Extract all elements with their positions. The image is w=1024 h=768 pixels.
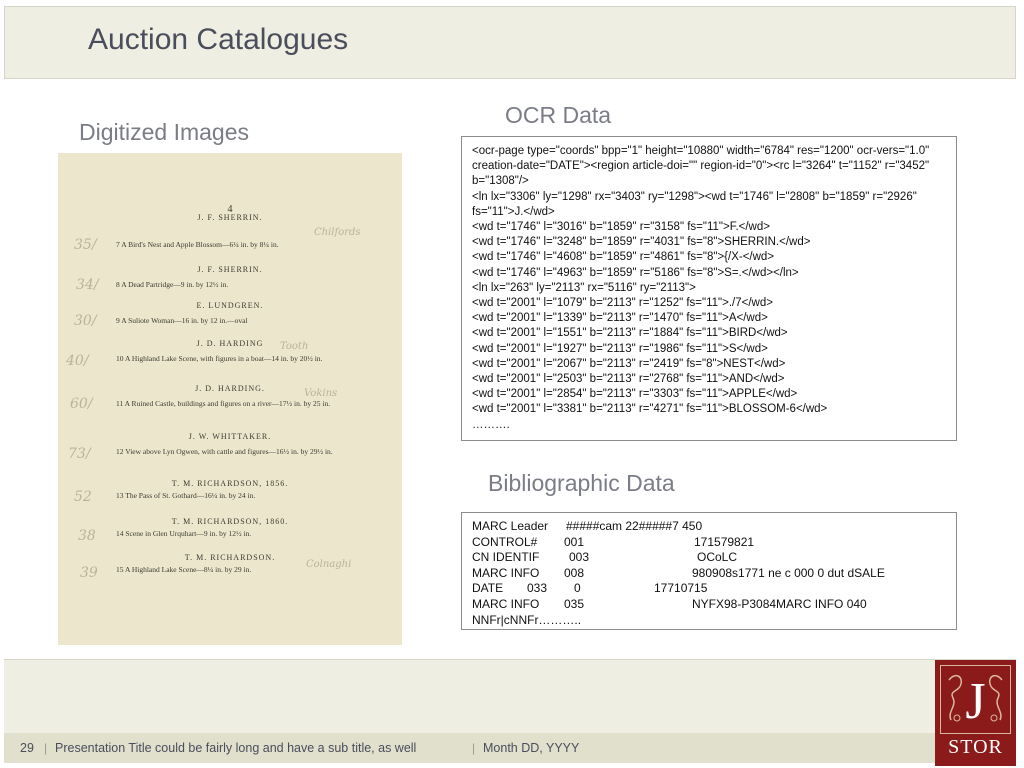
- handwritten-price: 73/: [68, 446, 91, 462]
- ocr-line: <wd t="2001" l="2503" b="2113" r="2768" fs="11">AND</wd>: [472, 373, 785, 386]
- lot-artist: J. F. SHERRIN.: [197, 213, 263, 222]
- ocr-line: <ocr-page type="coords" bpp="1" height="10880" width="6784" res="1200" ocr-vers="1.0" creation-date="DATE"><region article-doi="" region-id="0"><rc l="3264" t="1152" r="3452" b="1308"/>: [472, 145, 930, 188]
- handwritten-price: 60/: [70, 396, 93, 412]
- bib-field-code: 033: [527, 581, 548, 596]
- handwritten-buyer: Tooth: [280, 341, 309, 352]
- ocr-line: <wd t="1746" l="3016" b="1859" r="3158" fs="11">F.</wd>: [472, 221, 770, 234]
- lot-artist: T. M. RICHARDSON, 1860.: [171, 517, 289, 526]
- ocr-line: <wd t="2001" l="2067" b="2113" r="2419" fs="8">NEST</wd>: [472, 357, 786, 370]
- bib-field-value: 17710715: [654, 581, 708, 596]
- bibliographic-data-label: Bibliographic Data: [488, 470, 675, 496]
- handwritten-buyer: Vokins: [304, 388, 338, 399]
- handwritten-price: 34/: [76, 277, 99, 293]
- lot-artist: E. LUNDGREN.: [196, 301, 264, 310]
- bib-field-code: 035: [564, 596, 585, 611]
- handwritten-buyer: Chilfords: [314, 227, 361, 238]
- lot-artist: T. M. RICHARDSON, 1856.: [171, 479, 289, 488]
- slide-title: Auction Catalogues: [88, 23, 349, 56]
- footer-page-number: 29: [20, 741, 34, 755]
- ocr-line: <ln lx="3306" ly="1298" rx="3403" ry="1298"><wd t="1746" l="2808" b="1859" r="2926" fs="11">J.</wd>: [472, 190, 917, 218]
- logo-j-mark: J: [965, 673, 986, 730]
- bib-field-code: 001: [564, 534, 585, 549]
- lot-artist: J. W. WHITTAKER.: [188, 432, 272, 441]
- ocr-line: <wd t="2001" l="3381" b="2113" r="4271" fs="11">BLOSSOM-6</wd>: [472, 403, 828, 416]
- handwritten-price: 40/: [66, 353, 89, 369]
- ocr-data-box: [461, 136, 957, 441]
- jstor-logo: [935, 660, 1016, 766]
- bib-row: [472, 550, 948, 566]
- handwritten-price: 35/: [74, 237, 97, 253]
- bib-field-label: MARC Leader: [472, 519, 549, 533]
- lot-description: 11 A Ruined Castle, buildings and figures on a river—17½ in. by 25 in.: [116, 399, 331, 408]
- bib-field-code: 008: [564, 565, 585, 580]
- bib-field-label: NNFr|cNNFr………..: [472, 612, 582, 627]
- footer-panel: [4, 659, 1016, 733]
- lot-artist: J. F. SHERRIN.: [197, 265, 263, 274]
- bib-field-label: DATE: [472, 581, 504, 596]
- lot-description: 10 A Highland Lake Scene, with figures in a boat—14 in. by 20½ in.: [116, 354, 323, 363]
- footer-date: Month DD, YYYY: [483, 741, 580, 755]
- handwritten-buyer: Colnaghi: [306, 559, 352, 570]
- bib-row: [472, 581, 948, 597]
- bib-row: [472, 613, 948, 629]
- ocr-line: <wd t="1746" l="4963" b="1859" r="5186" fs="8">S=.</wd></ln>: [472, 266, 799, 279]
- ocr-line: <wd t="2001" l="1927" b="2113" r="1986" fs="11">S</wd>: [472, 342, 768, 355]
- lot-description: 9 A Suliote Woman—16 in. by 12 in.—oval: [116, 316, 248, 325]
- lot-description: 13 The Pass of St. Gothard—16¼ in. by 24 in.: [116, 491, 256, 500]
- logo-text: STOR: [948, 736, 1003, 758]
- lot-description: 15 A Highland Lake Scene—8¼ in. by 29 in.: [116, 565, 252, 574]
- bib-field-value: 980908s1771 ne c 000 0 dut dSALE: [692, 565, 885, 580]
- handwritten-price: 39: [80, 565, 98, 581]
- bibliographic-data-box: [461, 512, 957, 630]
- ocr-line: <ln lx="263" ly="2113" rx="5116" ry="2113">: [472, 281, 696, 294]
- bib-row: [472, 535, 948, 551]
- lot-description: 12 View above Lyn Ogwen, with cattle and figures—16½ in. by 29½ in.: [116, 447, 333, 456]
- footer-presentation-title: Presentation Title could be fairly long and have a sub title, as well: [55, 741, 417, 755]
- bib-field-label: CN IDENTIF: [472, 550, 540, 565]
- ocr-line: <wd t="2001" l="1079" b="2113" r="1252" fs="11">./7</wd>: [472, 297, 773, 310]
- bib-row: [472, 519, 948, 535]
- ocr-line: <wd t="1746" l="4608" b="1859" r="4861" fs="8">{/X-</wd>: [472, 251, 775, 264]
- bib-field-value: OCoLC: [697, 550, 738, 565]
- bib-field-code: 003: [569, 550, 590, 565]
- ocr-line: <wd t="1746" l="3248" b="1859" r="4031" fs="8">SHERRIN.</wd>: [472, 236, 811, 249]
- lot-artist: J. D. HARDING: [196, 339, 264, 348]
- handwritten-price: 52: [74, 489, 92, 505]
- bib-field-value: 171579821: [694, 534, 755, 549]
- bib-row: [472, 597, 948, 613]
- lot-description: 8 A Dead Partridge—9 in. by 12½ in.: [116, 280, 229, 289]
- logo-ornament: [940, 665, 1011, 734]
- digitized-images-label: Digitized Images: [79, 119, 250, 145]
- bib-field-label: MARC INFO: [472, 596, 540, 611]
- footer-separator: |: [472, 741, 476, 755]
- lot-artist: T. M. RICHARDSON.: [184, 553, 276, 562]
- scan-page-number: 4: [227, 204, 233, 215]
- bib-field-value: NYFX98-P3084MARC INFO 040: [692, 596, 867, 611]
- bib-field-label: CONTROL#: [472, 534, 538, 549]
- bib-field-label: MARC INFO: [472, 565, 540, 580]
- ocr-line: <wd t="2001" l="1551" b="2113" r="1884" fs="11">BIRD</wd>: [472, 327, 788, 340]
- lot-artist: J. D. HARDING.: [195, 384, 265, 393]
- bib-field-code: 0: [574, 581, 581, 596]
- bib-row: [472, 566, 948, 582]
- scanned-catalogue-page: [58, 153, 402, 645]
- footer-separator: |: [44, 741, 48, 755]
- ocr-data-label: OCR Data: [505, 102, 612, 128]
- handwritten-price: 38: [78, 528, 96, 544]
- lot-description: 7 A Bird's Nest and Apple Blossom—6¼ in. by 8¼ in.: [116, 240, 279, 249]
- lot-description: 14 Scene in Glen Urquhart—9 in. by 12½ in.: [116, 529, 252, 538]
- ocr-line: <wd t="2001" l="2854" b="2113" r="3303" fs="11">APPLE</wd>: [472, 388, 798, 401]
- handwritten-price: 30/: [74, 313, 97, 329]
- bib-field-value: #####cam 22#####7 450: [566, 519, 703, 533]
- ocr-line: ……….: [472, 418, 510, 431]
- ocr-line: <wd t="2001" l="1339" b="2113" r="1470" fs="11">A</wd>: [472, 312, 768, 325]
